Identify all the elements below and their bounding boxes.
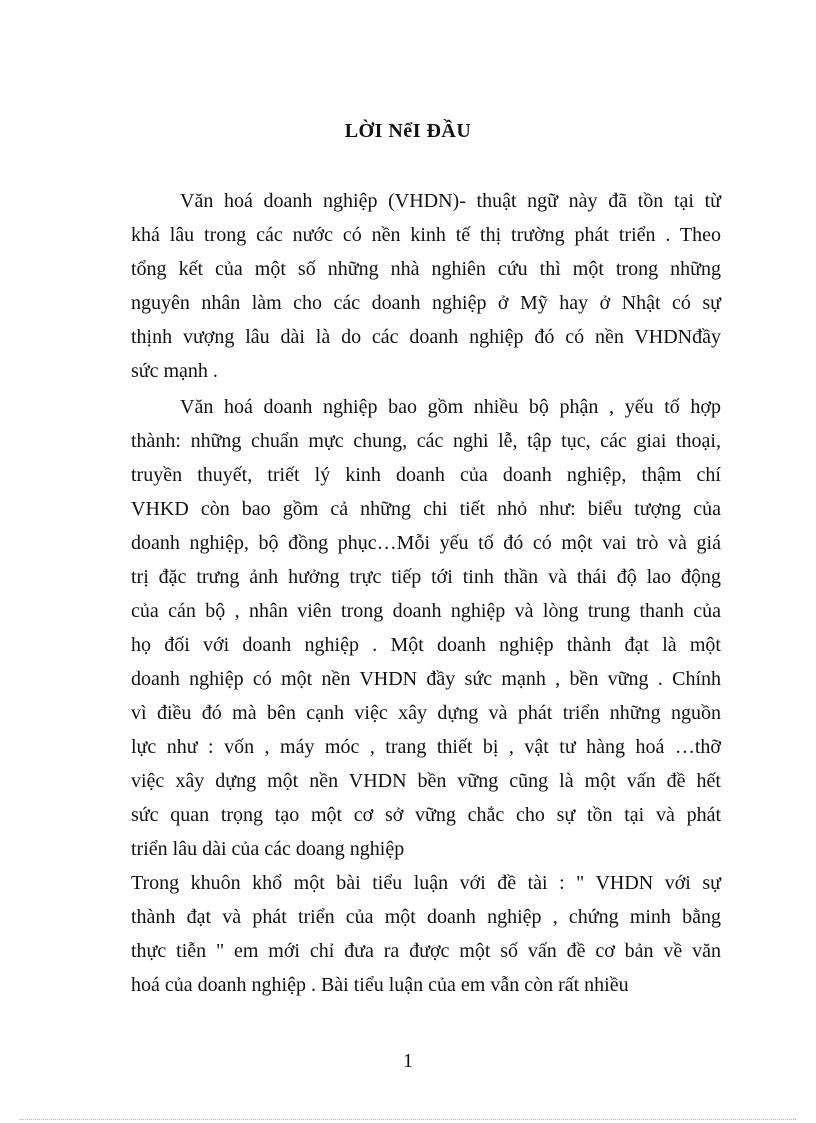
text-line: doanh nghiệp, bộ đồng phục…Mỗi yếu tố đó có một vai trò và giá (131, 532, 721, 554)
text-line: lực như : vốn , máy móc , trang thiết bị , vật tư hàng hoá …thỡ (131, 736, 721, 758)
page-title: LỜI NểI ĐẦU (344, 120, 472, 142)
text-line: nguyên nhân làm cho các doanh nghiệp ở Mỹ hay ở Nhật có sự (131, 292, 721, 314)
text-line: của cán bộ , nhân viên trong doanh nghiệp và lòng trung thanh của (131, 600, 721, 622)
text-line: doanh nghiệp có một nền VHDN đầy sức mạnh , bền vững . Chính (131, 668, 721, 690)
text-line: triển lâu dài của các doang nghiệp (131, 838, 405, 860)
text-line: truyền thuyết, triết lý kinh doanh của doanh nghiệp, thậm chí (131, 464, 721, 486)
text-line: sức quan trọng tạo một cơ sở vững chắc cho sự tồn tại và phát (131, 804, 721, 826)
text-line: khá lâu trong các nước có nền kinh tế thị trường phát triển . Theo (131, 224, 721, 246)
text-line: tổng kết của một số những nhà nghiên cứu thì một trong những (131, 258, 721, 280)
text-line: thực tiễn " em mới chỉ đưa ra được một số vấn đề cơ bản về văn (131, 940, 721, 962)
text-line: sức mạnh . (131, 360, 218, 382)
text-line: thành: những chuẩn mực chung, các nghi lễ, tập tục, các giai thoại, (131, 430, 721, 452)
text-line: trị đặc trưng ảnh hưởng trực tiếp tới tinh thần và thái độ lao động (131, 566, 721, 588)
text-line: hoá của doanh nghiệp . Bài tiểu luận của em vẫn còn rất nhiều (131, 974, 629, 996)
text-line: thịnh vượng lâu dài là do các doanh nghiệp đó có nền VHDNđầy (131, 326, 721, 348)
page-footer-rule (20, 1119, 796, 1120)
text-line: VHKD còn bao gồm cả những chi tiết nhỏ như: biểu tượng của (131, 498, 721, 520)
text-line: vì điều đó mà bên cạnh việc xây dựng và phát triển những nguồn (131, 702, 721, 724)
text-line: Văn hoá doanh nghiệp bao gồm nhiều bộ phận , yếu tố hợp (180, 396, 721, 418)
text-line: thành đạt và phát triển của một doanh nghiệp , chứng minh bằng (131, 906, 721, 928)
text-line: Trong khuôn khổ một bài tiểu luận với đề tài : " VHDN với sự (131, 872, 721, 894)
text-line: việc xây dựng một nền VHDN bền vững cũng là một vấn đề hết (131, 770, 721, 792)
text-line: Văn hoá doanh nghiệp (VHDN)- thuật ngữ này đã tồn tại từ (180, 190, 721, 212)
page-number: 1 (403, 1050, 413, 1072)
text-line: họ đối với doanh nghiệp . Một doanh nghiệp thành đạt là một (131, 634, 721, 656)
